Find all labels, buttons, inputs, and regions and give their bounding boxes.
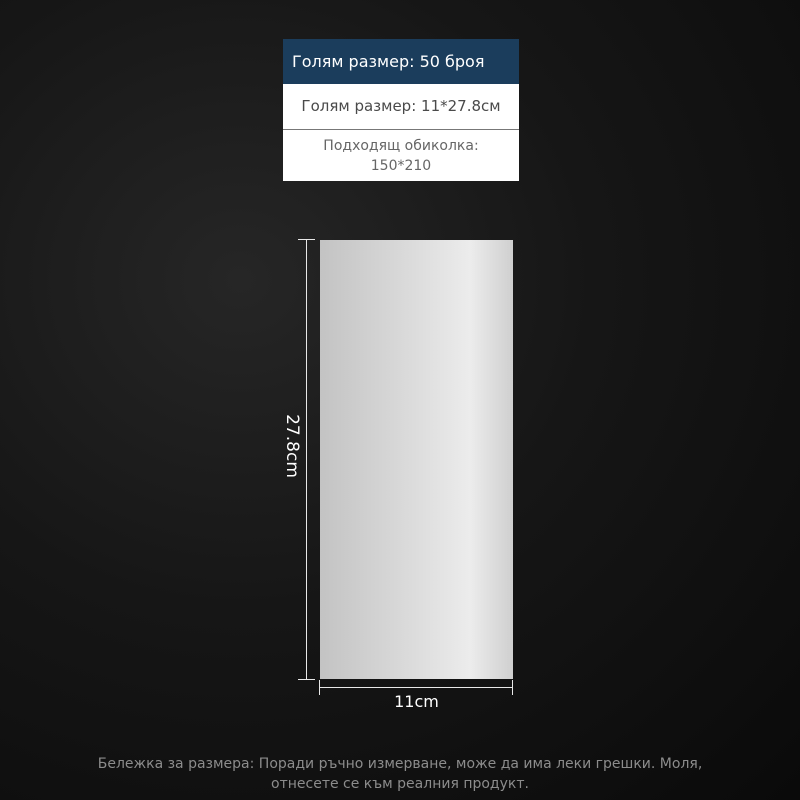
product-bag-image — [320, 240, 513, 679]
width-dimension-label: 11cm — [394, 692, 439, 711]
height-dimension-cap-bottom — [298, 679, 315, 680]
size-footnote — [40, 754, 760, 794]
height-dimension-label: 27.8cm — [282, 414, 302, 478]
footnote-line-2: отнесете се към реалния продукт. — [271, 776, 529, 792]
spec-divider — [283, 129, 519, 130]
height-dimension-line — [306, 240, 307, 679]
width-dimension-line — [320, 687, 513, 688]
spec-card — [283, 39, 519, 181]
spec-header: Голям размер: 50 броя — [283, 39, 519, 84]
spec-size-row: Голям размер: 11*27.8см — [301, 97, 501, 115]
spec-fit-row — [283, 131, 519, 181]
spec-fit-label: Подходящ обиколка: — [323, 138, 479, 154]
footnote-line-1: Бележка за размера: Поради ръчно измерване, може да има леки грешки. Моля, — [97, 756, 703, 772]
spec-fit-value: 150*210 — [370, 158, 432, 174]
